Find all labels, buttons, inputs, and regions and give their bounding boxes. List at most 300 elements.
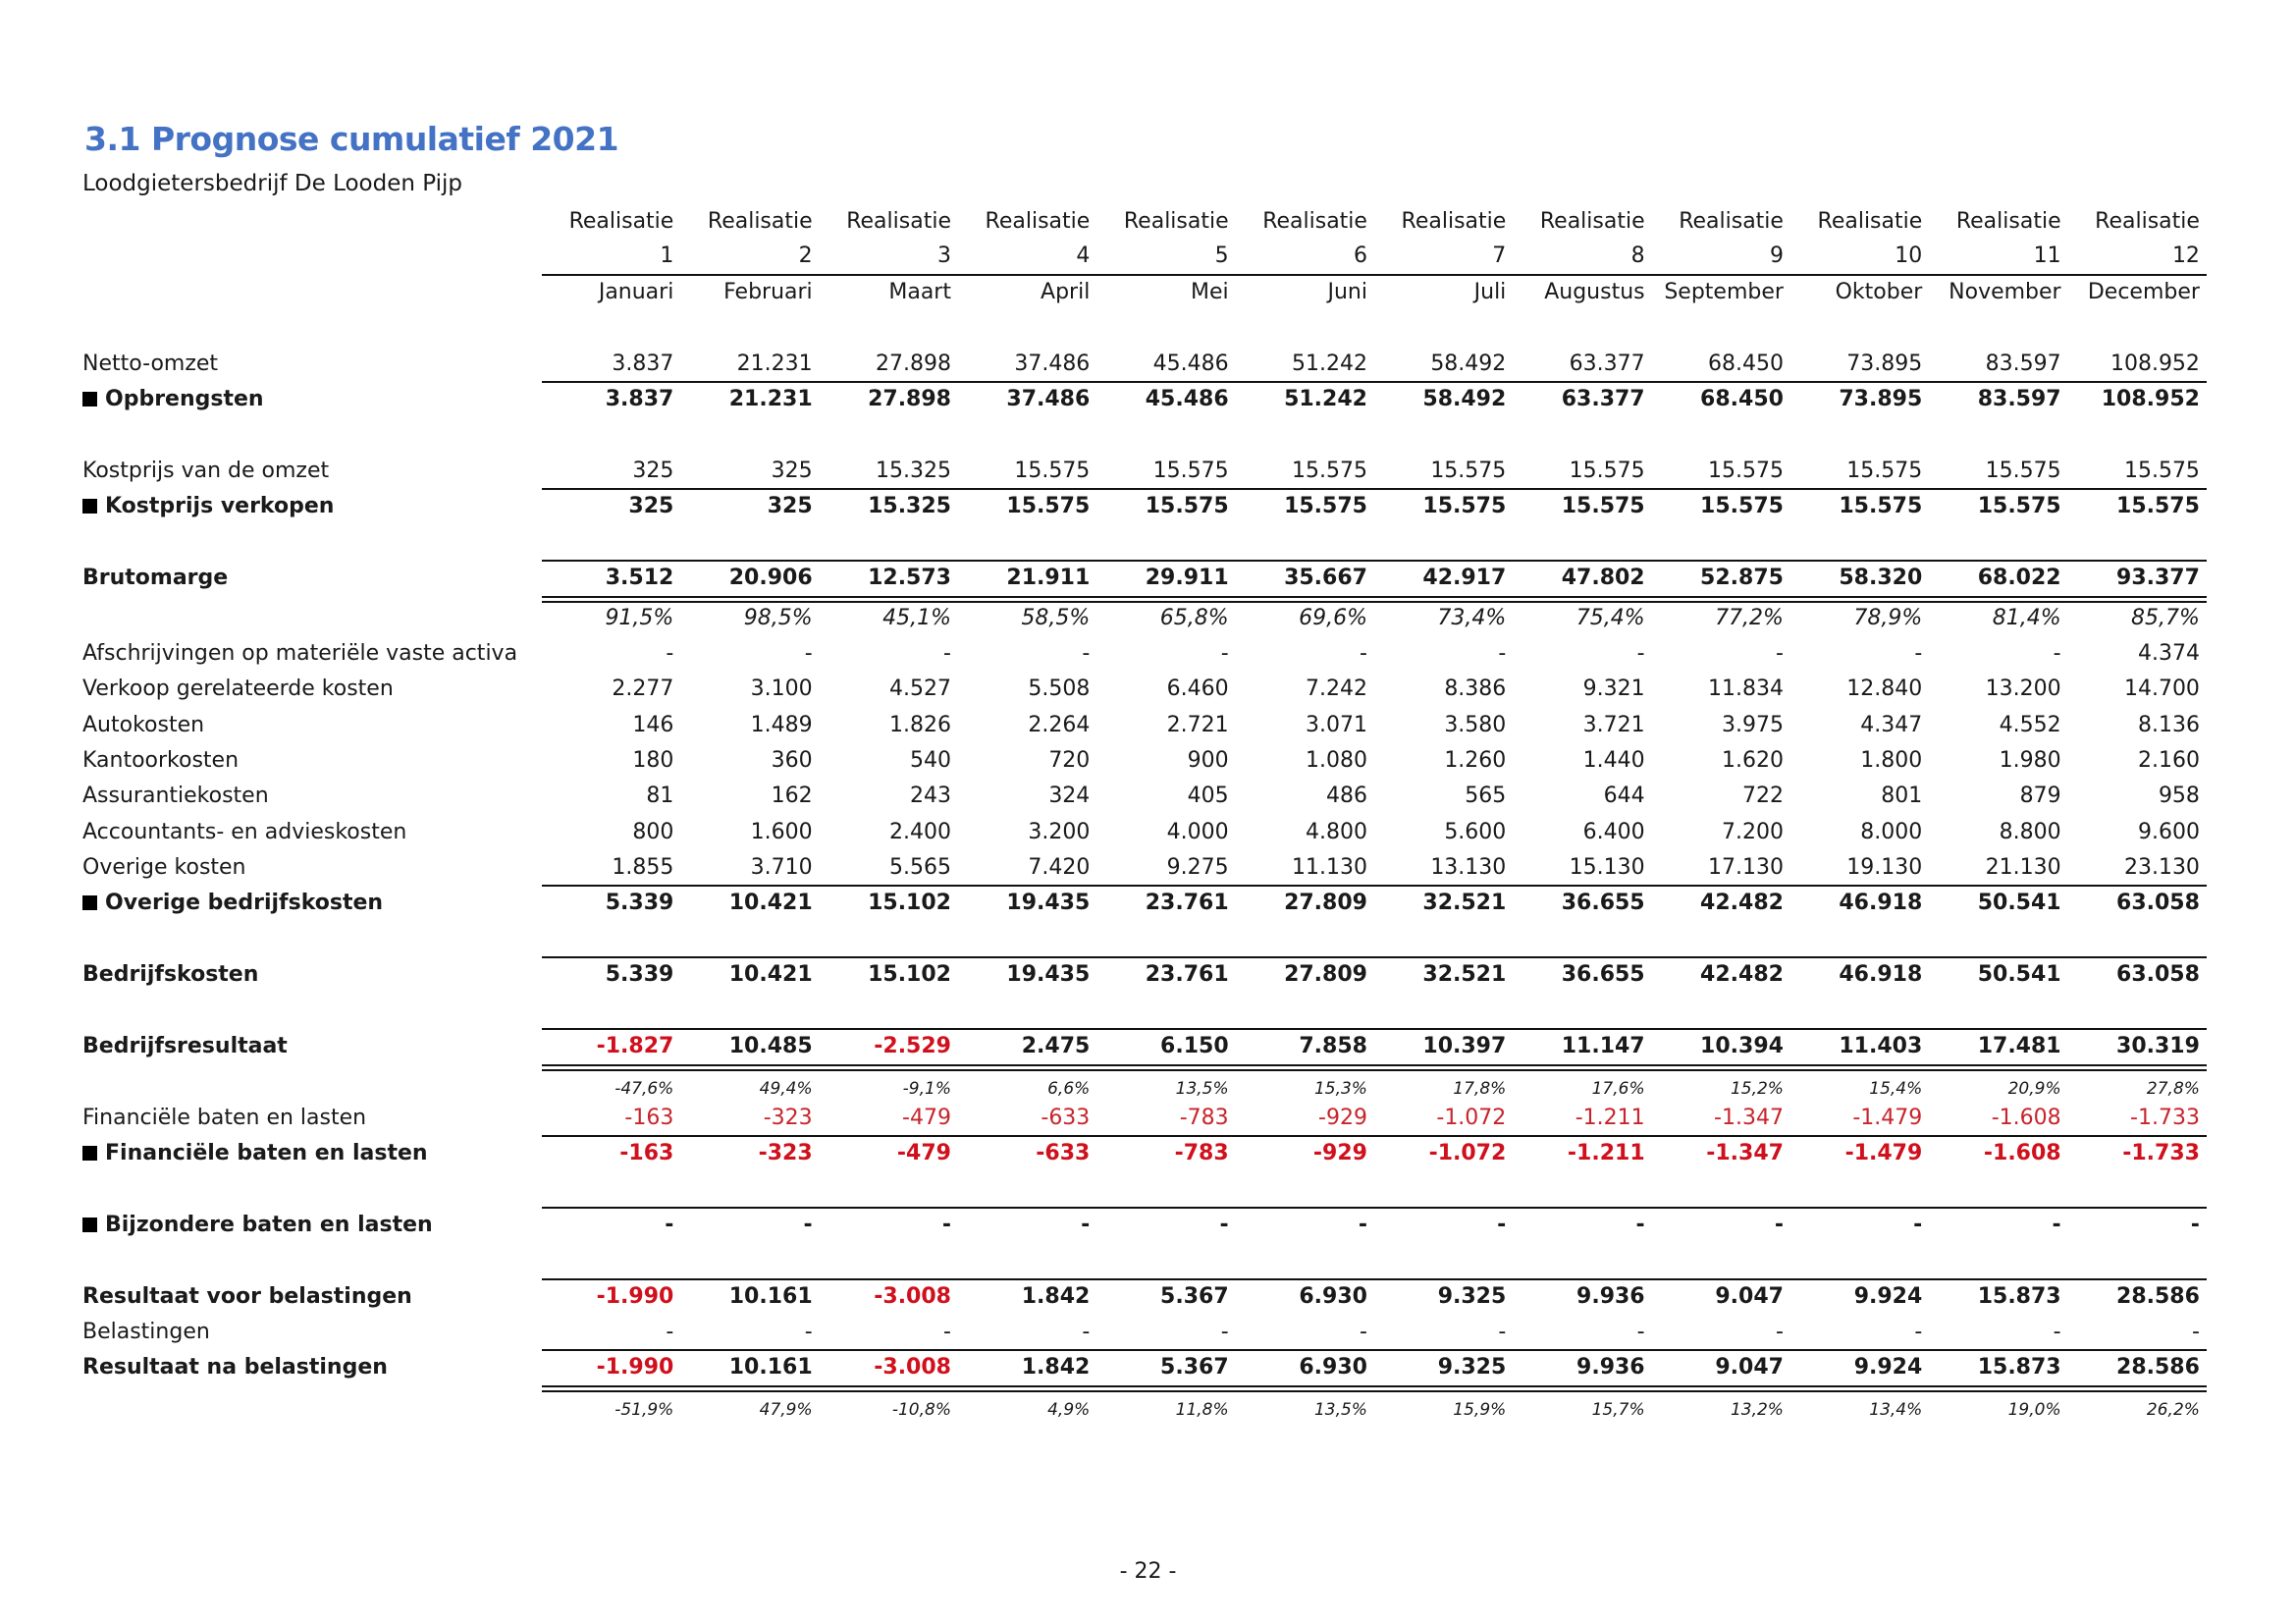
table-cell: - — [1914, 641, 1923, 666]
table-cell: 42.917 — [1422, 566, 1507, 590]
table-row-accountantskosten — [0, 815, 2296, 850]
table-cell: 801 — [1881, 784, 1923, 808]
company-name: Loodgietersbedrijf De Looden Pijp — [82, 171, 463, 196]
table-cell: Realisatie — [1679, 209, 1784, 234]
table-cell: 4.552 — [1999, 713, 2061, 737]
table-cell: 17,6% — [1591, 1079, 1645, 1099]
table-cell: 15.575 — [2116, 494, 2200, 518]
table-cell: 10.397 — [1422, 1034, 1507, 1058]
table-cell: 13,5% — [1313, 1400, 1367, 1420]
table-cell: 78,9% — [1853, 606, 1923, 630]
table-cell: 15.575 — [1284, 494, 1367, 518]
table-cell: 13,2% — [1730, 1400, 1784, 1420]
table-cell: 13,4% — [1869, 1400, 1923, 1420]
table-cell: 69,6% — [1299, 606, 1367, 630]
table-cell: 800 — [632, 820, 674, 844]
table-cell: Realisatie — [2095, 209, 2200, 234]
table-cell: 1.842 — [1021, 1355, 1091, 1380]
table-cell: 3.071 — [1305, 713, 1367, 737]
table-cell: - — [2053, 641, 2061, 666]
table-cell: 10.421 — [728, 891, 813, 915]
table-cell: 360 — [771, 748, 813, 773]
table-cell: 9.325 — [1437, 1355, 1507, 1380]
table-cell: 162 — [771, 784, 813, 808]
table-cell: - — [1082, 1320, 1091, 1344]
row-values — [542, 1315, 2207, 1350]
table-cell: 30.319 — [2116, 1034, 2200, 1058]
row-values — [542, 743, 2207, 779]
table-cell: 3.512 — [605, 566, 674, 590]
table-cell: 21.231 — [736, 352, 813, 376]
table-cell: 722 — [1741, 784, 1784, 808]
table-cell: - — [1360, 641, 1367, 666]
table-cell: 15.102 — [868, 962, 951, 987]
table-cell: 1.489 — [750, 713, 813, 737]
page-title: 3.1 Prognose cumulatief 2021 — [84, 120, 619, 158]
table-cell: 9 — [1769, 244, 1784, 268]
table-cell: 958 — [2158, 784, 2200, 808]
table-cell: 1.440 — [1582, 748, 1645, 773]
table-row-kantoorkosten — [0, 743, 2296, 779]
table-cell: 27.809 — [1284, 962, 1367, 987]
table-cell: 720 — [1048, 748, 1091, 773]
table-cell: -1.733 — [2122, 1141, 2200, 1165]
table-cell: 3.721 — [1582, 713, 1645, 737]
table-cell: 15.575 — [1291, 459, 1367, 483]
table-cell: Realisatie — [1539, 209, 1645, 234]
table-row-bedrijfskosten — [0, 957, 2296, 993]
table-cell: -1.211 — [1575, 1106, 1645, 1130]
table-cell: 15,2% — [1730, 1079, 1784, 1099]
table-cell: Realisatie — [1262, 209, 1367, 234]
table-cell: -1.211 — [1567, 1141, 1645, 1165]
row-label: Brutomarge — [82, 566, 229, 590]
table-cell: 6.150 — [1160, 1034, 1229, 1058]
table-cell: - — [2191, 1320, 2200, 1344]
table-row-brutomarge-pct — [0, 601, 2296, 636]
table-cell: 180 — [632, 748, 674, 773]
table-cell: 15.575 — [1977, 494, 2061, 518]
row-label: Autokosten — [82, 713, 205, 737]
table-cell: 10.421 — [728, 962, 813, 987]
table-cell: 3.837 — [605, 387, 674, 411]
table-cell: 9.924 — [1853, 1355, 1923, 1380]
table-cell: 15.325 — [868, 494, 951, 518]
row-label: Accountants- en advieskosten — [82, 820, 407, 844]
header-type-row — [0, 204, 2296, 240]
row-values — [542, 708, 2207, 743]
table-cell: - — [943, 641, 951, 666]
table-cell: 565 — [1465, 784, 1507, 808]
square-bullet-icon — [82, 499, 97, 514]
row-values — [542, 561, 2207, 596]
table-cell: - — [1497, 1213, 1507, 1237]
row-values — [542, 601, 2207, 636]
table-cell: 19.130 — [1846, 855, 1923, 880]
table-cell: Realisatie — [707, 209, 813, 234]
table-cell: - — [1776, 641, 1784, 666]
table-cell: -1.990 — [596, 1284, 674, 1309]
table-cell: 15.575 — [1430, 459, 1507, 483]
table-cell: -1.479 — [1844, 1141, 1923, 1165]
table-row-overige-kosten — [0, 850, 2296, 886]
row-label — [82, 489, 334, 524]
row-label: Bedrijfskosten — [82, 962, 259, 987]
row-label — [82, 1208, 433, 1243]
table-cell: 324 — [1048, 784, 1091, 808]
table-cell: 9.924 — [1853, 1284, 1923, 1309]
table-cell: 15.130 — [1569, 855, 1645, 880]
table-cell: 52.875 — [1700, 566, 1784, 590]
table-cell: 15.325 — [876, 459, 951, 483]
table-cell: 9.936 — [1576, 1284, 1645, 1309]
table-row-overige-bedrijfskosten — [0, 886, 2296, 921]
table-cell: 45.486 — [1152, 352, 1229, 376]
table-cell: 3.975 — [1721, 713, 1784, 737]
row-values — [542, 1279, 2207, 1315]
table-cell: 1.842 — [1021, 1284, 1091, 1309]
table-cell: -3.008 — [874, 1284, 951, 1309]
table-cell: 23.130 — [2123, 855, 2200, 880]
table-cell: 644 — [1603, 784, 1645, 808]
table-cell: 21.130 — [1985, 855, 2061, 880]
table-cell: 28.586 — [2116, 1355, 2200, 1380]
table-cell: 15.575 — [1985, 459, 2061, 483]
table-cell: 27.898 — [876, 352, 951, 376]
table-cell: 1 — [660, 244, 674, 268]
table-cell: 27,8% — [2146, 1079, 2200, 1099]
square-bullet-icon — [82, 392, 97, 406]
table-cell: 8.000 — [1860, 820, 1923, 844]
table-cell: 68.022 — [1977, 566, 2061, 590]
table-cell: 4.527 — [889, 677, 951, 701]
table-cell: - — [665, 1213, 674, 1237]
table-cell: 50.541 — [1977, 962, 2061, 987]
table-cell: 2.400 — [889, 820, 951, 844]
table-cell: 19.435 — [1006, 962, 1091, 987]
table-cell: 10.394 — [1700, 1034, 1784, 1058]
table-cell: 91,5% — [605, 606, 674, 630]
row-values — [542, 672, 2207, 707]
table-cell: 17,8% — [1453, 1079, 1507, 1099]
table-cell: 19,0% — [2007, 1400, 2061, 1420]
row-label — [82, 1136, 428, 1171]
table-row-brutomarge — [0, 561, 2296, 596]
table-cell: 27.809 — [1284, 891, 1367, 915]
row-values — [542, 1029, 2207, 1064]
table-row-opbrengsten — [0, 382, 2296, 417]
table-cell: 68.450 — [1707, 352, 1784, 376]
table-cell: 4 — [1076, 244, 1091, 268]
table-cell: - — [1776, 1320, 1784, 1344]
table-cell: -1.347 — [1714, 1106, 1784, 1130]
table-cell: -3.008 — [874, 1355, 951, 1380]
table-cell: 75,4% — [1575, 606, 1645, 630]
table-cell: 2.264 — [1028, 713, 1091, 737]
table-cell: 1.620 — [1721, 748, 1784, 773]
table-cell: 3.710 — [750, 855, 813, 880]
table-cell: -1.347 — [1706, 1141, 1784, 1165]
table-cell: 58.492 — [1422, 387, 1507, 411]
table-cell: - — [1220, 641, 1229, 666]
table-row-resultaat-na-pct — [0, 1392, 2296, 1428]
table-row-financiele-detail — [0, 1101, 2296, 1136]
table-cell: 6.400 — [1582, 820, 1645, 844]
table-cell: -633 — [1036, 1141, 1091, 1165]
table-cell: 146 — [632, 713, 674, 737]
square-bullet-icon — [82, 1218, 97, 1232]
row-label: Belastingen — [82, 1320, 210, 1344]
table-cell: -1.072 — [1428, 1141, 1507, 1165]
table-cell: September — [1664, 280, 1784, 304]
table-row-bijzondere — [0, 1208, 2296, 1243]
table-cell: 27.898 — [868, 387, 951, 411]
table-cell: 63.377 — [1561, 387, 1645, 411]
table-row-bedrijfsresultaat — [0, 1029, 2296, 1064]
row-label — [82, 886, 383, 921]
table-cell: 5.508 — [1028, 677, 1091, 701]
table-cell: -323 — [763, 1106, 813, 1130]
table-cell: Realisatie — [1955, 209, 2061, 234]
table-cell: 2.475 — [1021, 1034, 1091, 1058]
table-cell: 1.260 — [1444, 748, 1507, 773]
table-cell: 6 — [1353, 244, 1367, 268]
table-cell: 15.575 — [1569, 459, 1645, 483]
table-cell: 51.242 — [1284, 387, 1367, 411]
table-cell: 20.906 — [728, 566, 813, 590]
row-label-text: Financiële baten en lasten — [105, 1141, 428, 1165]
table-cell: -163 — [624, 1106, 674, 1130]
table-cell: 73,4% — [1437, 606, 1507, 630]
table-cell: 4.800 — [1305, 820, 1367, 844]
table-cell: Realisatie — [846, 209, 951, 234]
table-cell: 15.575 — [1014, 459, 1091, 483]
table-cell: 2.160 — [2137, 748, 2200, 773]
table-cell: 58.320 — [1839, 566, 1923, 590]
table-cell: 13,5% — [1175, 1079, 1229, 1099]
table-cell: 6.930 — [1299, 1355, 1367, 1380]
table-row-resultaat-voor — [0, 1279, 2296, 1315]
table-cell: -51,9% — [614, 1400, 674, 1420]
row-values — [542, 779, 2207, 814]
table-cell: - — [943, 1320, 951, 1344]
table-cell: 46.918 — [1839, 891, 1923, 915]
table-cell: 77,2% — [1715, 606, 1784, 630]
table-cell: Maart — [888, 280, 951, 304]
table-cell: 12 — [2171, 244, 2200, 268]
table-cell: 49,4% — [759, 1079, 813, 1099]
table-cell: 9.047 — [1715, 1355, 1784, 1380]
table-cell: 83.597 — [1977, 387, 2061, 411]
table-cell: 325 — [771, 459, 813, 483]
table-cell: 50.541 — [1977, 891, 2061, 915]
table-cell: 3.200 — [1028, 820, 1091, 844]
table-cell: 1.080 — [1305, 748, 1367, 773]
table-cell: 68.450 — [1700, 387, 1784, 411]
table-cell: 2 — [798, 244, 813, 268]
table-cell: -1.072 — [1436, 1106, 1507, 1130]
table-cell: 37.486 — [1006, 387, 1091, 411]
table-cell: Oktober — [1835, 280, 1923, 304]
table-cell: - — [1358, 1213, 1367, 1237]
row-label-text: Opbrengsten — [105, 387, 264, 411]
table-cell: - — [1498, 641, 1507, 666]
row-label: Kostprijs van de omzet — [82, 459, 330, 483]
table-cell: 73.895 — [1839, 387, 1923, 411]
table-row-resultaat-na — [0, 1350, 2296, 1385]
table-cell: April — [1041, 280, 1091, 304]
table-cell: 3.100 — [750, 677, 813, 701]
table-cell: Januari — [598, 280, 674, 304]
table-cell: -47,6% — [614, 1079, 674, 1099]
table-cell: 8 — [1630, 244, 1645, 268]
table-cell: - — [666, 1320, 674, 1344]
row-label: Financiële baten en lasten — [82, 1106, 367, 1130]
table-row-kostprijs-omzet — [0, 454, 2296, 489]
table-cell: -929 — [1318, 1106, 1367, 1130]
table-cell: 7.858 — [1299, 1034, 1367, 1058]
table-cell: 3 — [936, 244, 951, 268]
table-cell: 15.575 — [1700, 494, 1784, 518]
row-values — [542, 636, 2207, 672]
row-label: Afschrijvingen op materiële vaste activa — [82, 641, 518, 666]
table-cell: 2.277 — [612, 677, 674, 701]
table-cell: 42.482 — [1700, 962, 1784, 987]
table-cell: -1.990 — [596, 1355, 674, 1380]
table-cell: 1.855 — [612, 855, 674, 880]
table-cell: 13.200 — [1985, 677, 2061, 701]
table-cell: -1.479 — [1852, 1106, 1923, 1130]
table-cell: - — [1219, 1213, 1229, 1237]
table-cell: 6,6% — [1047, 1079, 1091, 1099]
table-cell: -10,8% — [891, 1400, 951, 1420]
table-cell: 8.800 — [1999, 820, 2061, 844]
square-bullet-icon — [82, 895, 97, 910]
table-cell: -1.827 — [596, 1034, 674, 1058]
table-cell: 5.339 — [605, 962, 674, 987]
table-cell: 7.420 — [1028, 855, 1091, 880]
table-cell: 5.339 — [605, 891, 674, 915]
table-cell: 540 — [909, 748, 951, 773]
table-cell: -323 — [758, 1141, 813, 1165]
table-cell: 32.521 — [1422, 962, 1507, 987]
table-cell: 10.161 — [728, 1355, 813, 1380]
table-cell: 51.242 — [1291, 352, 1367, 376]
table-cell: 19.435 — [1006, 891, 1091, 915]
table-cell: 15.873 — [1977, 1284, 2061, 1309]
table-cell: 15.575 — [2123, 459, 2200, 483]
table-cell: - — [1635, 1213, 1645, 1237]
row-values — [542, 382, 2207, 417]
row-label-text: Bijzondere baten en lasten — [105, 1213, 433, 1237]
row-values — [542, 489, 2207, 524]
table-cell: - — [1914, 1320, 1923, 1344]
table-cell: - — [2190, 1213, 2200, 1237]
table-cell: 73.895 — [1846, 352, 1923, 376]
table-cell: 11 — [2033, 244, 2061, 268]
table-cell: 325 — [767, 494, 813, 518]
table-cell: 5 — [1214, 244, 1229, 268]
table-cell: 26,2% — [2146, 1400, 2200, 1420]
table-cell: -633 — [1041, 1106, 1091, 1130]
table-cell: Februari — [723, 280, 813, 304]
table-cell: 9.321 — [1582, 677, 1645, 701]
table-cell: 15.575 — [1152, 459, 1229, 483]
table-cell: - — [941, 1213, 951, 1237]
table-cell: Realisatie — [568, 209, 674, 234]
table-cell: 15,3% — [1313, 1079, 1367, 1099]
table-cell: 21.911 — [1006, 566, 1091, 590]
header-period-row — [0, 239, 2296, 274]
table-cell: -1.608 — [1983, 1141, 2061, 1165]
table-cell: - — [1081, 1213, 1091, 1237]
table-cell: Realisatie — [1401, 209, 1507, 234]
table-cell: 9.047 — [1715, 1284, 1784, 1309]
table-cell: 14.700 — [2123, 677, 2200, 701]
table-cell: 23.761 — [1145, 891, 1229, 915]
table-cell: 5.367 — [1160, 1284, 1229, 1309]
row-values — [542, 1350, 2207, 1385]
table-cell: Mei — [1191, 280, 1229, 304]
table-cell: 879 — [2019, 784, 2061, 808]
table-cell: 36.655 — [1561, 962, 1645, 987]
table-cell: Realisatie — [1817, 209, 1923, 234]
table-cell: -479 — [896, 1141, 951, 1165]
table-cell: 83.597 — [1985, 352, 2061, 376]
table-cell: 29.911 — [1145, 566, 1229, 590]
header-type-cells — [542, 204, 2207, 240]
table-cell: - — [803, 1213, 813, 1237]
table-cell: 900 — [1187, 748, 1229, 773]
table-cell: - — [1636, 1320, 1645, 1344]
row-values — [542, 1101, 2207, 1136]
table-cell: 11.403 — [1839, 1034, 1923, 1058]
table-cell: 243 — [909, 784, 951, 808]
table-row-belastingen — [0, 1315, 2296, 1350]
table-cell: 36.655 — [1561, 891, 1645, 915]
table-cell: - — [1636, 641, 1645, 666]
table-cell: 108.952 — [2109, 352, 2200, 376]
table-cell: 15.575 — [1145, 494, 1229, 518]
double-divider — [542, 1385, 2207, 1392]
table-cell: 15.575 — [1006, 494, 1091, 518]
table-cell: 45.486 — [1145, 387, 1229, 411]
table-cell: 1.600 — [750, 820, 813, 844]
table-cell: 47,9% — [759, 1400, 813, 1420]
table-cell: 486 — [1325, 784, 1367, 808]
table-cell: 4.374 — [2137, 641, 2200, 666]
table-cell: 15.575 — [1839, 494, 1923, 518]
table-cell: 63.377 — [1569, 352, 1645, 376]
table-cell: 12.840 — [1846, 677, 1923, 701]
table-cell: 9.325 — [1437, 1284, 1507, 1309]
table-cell: -1.733 — [2130, 1106, 2200, 1130]
table-cell: 405 — [1187, 784, 1229, 808]
table-cell: 81,4% — [1992, 606, 2061, 630]
table-cell: 6.930 — [1299, 1284, 1367, 1309]
row-values — [542, 886, 2207, 921]
table-cell: 1.980 — [1999, 748, 2061, 773]
table-cell: 4,9% — [1047, 1400, 1091, 1420]
table-cell: 15.575 — [1422, 494, 1507, 518]
table-cell: 65,8% — [1159, 606, 1229, 630]
table-cell: 15.102 — [868, 891, 951, 915]
table-cell: 58,5% — [1021, 606, 1091, 630]
table-cell: -2.529 — [874, 1034, 951, 1058]
table-cell: 85,7% — [2131, 606, 2200, 630]
table-cell: 12.573 — [868, 566, 951, 590]
header-period-cells — [542, 239, 2207, 274]
